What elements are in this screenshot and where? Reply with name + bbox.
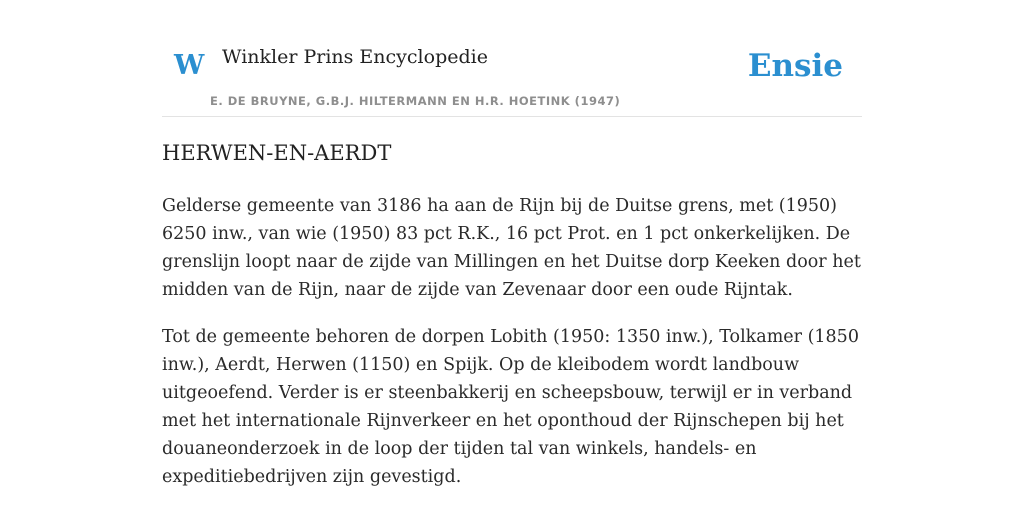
header	[162, 0, 862, 117]
entry-paragraph: Tot de gemeente behoren de dorpen Lobith (1950: 1350 inw.), Tolkamer (1850 inw.), Aerdt, Herwen (1150) en Spijk. Op de kleibodem wordt landbouw uitgeoefend. Verder is er steenbakkerij en scheepsbouw, terwijl er in verband met het internationale Rijnverkeer en het oponthoud der Rijnschepen bij het douaneonderzoek in de loop der tijden tal van winkels, handels- en expeditiebedrijven zijn gevestigd.	[162, 327, 859, 487]
book-title[interactable]: Winkler Prins Encyclopedie	[222, 46, 488, 68]
book-logo-icon[interactable]: W	[174, 50, 205, 81]
book-authors: E. DE BRUYNE, G.B.J. HILTERMANN EN H.R. HOETINK (1947)	[210, 94, 621, 108]
entry-body	[162, 192, 862, 510]
page	[162, 0, 862, 487]
ensie-logo[interactable]: Ensie	[747, 48, 843, 84]
entry-paragraph: Gelderse gemeente van 3186 ha aan de Rijn bij de Duitse grens, met (1950) 6250 inw., van wie (1950) 83 pct R.K., 16 pct Prot. en 1 pct onkerkelijken. De grenslijn loopt naar de zijde van Millingen en het Duitse dorp Keeken door het midden van de Rijn, naar de zijde van Zevenaar door een oude Rijntak.	[162, 196, 861, 300]
entry-title: HERWEN-EN-AERDT	[162, 141, 392, 165]
